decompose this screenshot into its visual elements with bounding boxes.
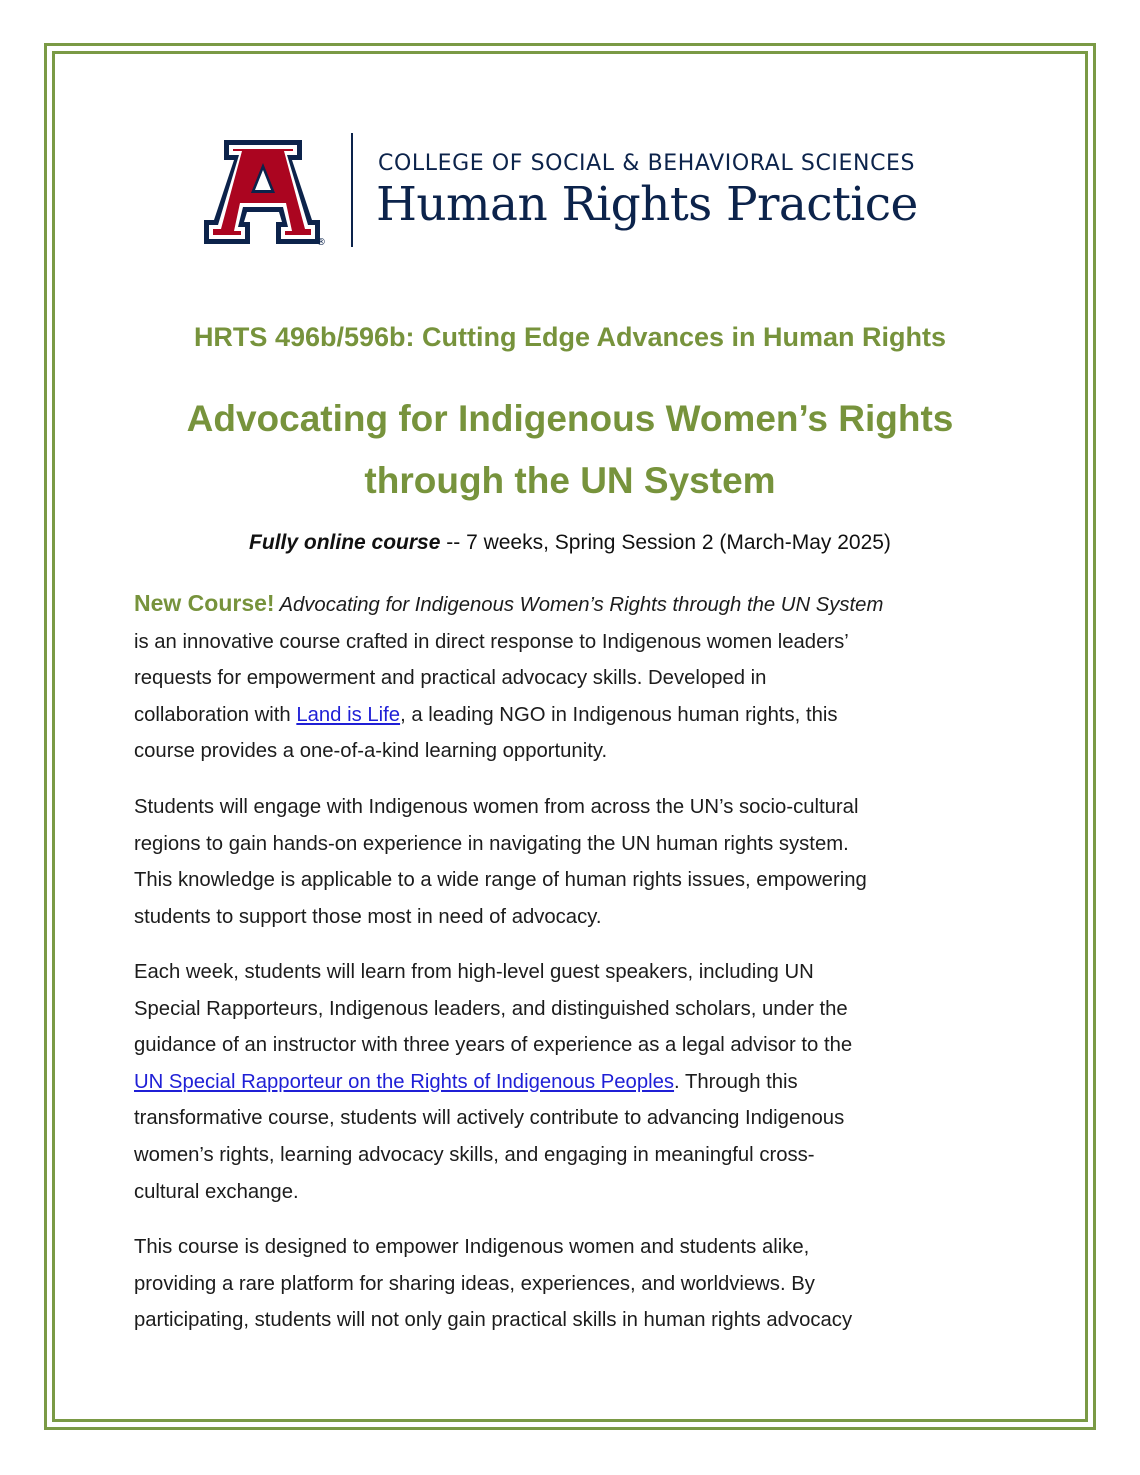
paragraph-line: [134, 697, 1014, 734]
paragraph-line: students to support those most in need of advocacy.: [134, 905, 602, 928]
university-a-logo: [202, 138, 324, 246]
paragraph-line: transformative course, students will actively contribute to advancing Indigenous: [134, 1107, 845, 1130]
paragraph-line: course provides a one-of-a-kind learning opportunity.: [134, 740, 608, 763]
course-title-line-1: Advocating for Indigenous Women’s Rights: [186, 398, 954, 439]
course-title-line-2: through the UN System: [364, 460, 776, 501]
text-segment: , a leading NGO in Indigenous human rights, this: [400, 703, 838, 726]
new-course-badge: New Course!: [134, 590, 275, 616]
land-is-life-link[interactable]: Land is Life: [296, 703, 401, 726]
paragraph-line: regions to gain hands-on experience in navigating the UN human rights system.: [134, 832, 849, 855]
course-title-italic: Advocating for Indigenous Women’s Rights through the UN System: [274, 594, 884, 616]
text-segment: collaboration with: [134, 703, 297, 726]
program-name: Human Rights Practice: [376, 177, 918, 232]
college-name: COLLEGE OF SOCIAL & BEHAVIORAL SCIENCES: [378, 151, 916, 176]
engagement-paragraph: [134, 789, 1014, 935]
registered-mark: ®: [316, 237, 326, 248]
text-segment: . Through this: [674, 1070, 798, 1093]
paragraph-line: is an innovative course crafted in direct response to Indigenous women leaders’: [134, 630, 849, 653]
course-code-heading: HRTS 496b/596b: Cutting Edge Advances in Human Rights: [193, 322, 947, 352]
un-special-rapporteur-link[interactable]: UN Special Rapporteur on the Rights of Indigenous Peoples: [134, 1070, 675, 1093]
paragraph-line: requests for empowerment and practical advocacy skills. Developed in: [134, 667, 767, 690]
paragraph-line: Special Rapporteurs, Indigenous leaders, and distinguished scholars, under the: [134, 997, 848, 1020]
university-logo-block: [202, 133, 922, 249]
course-format-line: [0, 531, 1140, 555]
course-title: [0, 388, 1140, 512]
empowerment-paragraph: [134, 1229, 1014, 1339]
paragraph-line: This course is designed to empower Indigenous women and students alike,: [134, 1236, 810, 1258]
paragraph-line: guidance of an instructor with three years of experience as a legal advisor to the: [134, 1034, 853, 1057]
paragraph-line: This knowledge is applicable to a wide range of human rights issues, empowering: [134, 869, 867, 892]
format-label: Fully online course: [249, 531, 441, 554]
paragraph-line: participating, students will not only gain practical skills in human rights advocacy: [134, 1309, 853, 1332]
logo-divider: [351, 133, 353, 247]
paragraph-line: women’s rights, learning advocacy skills, and engaging in meaningful cross-: [134, 1143, 815, 1166]
format-details: -- 7 weeks, Spring Session 2 (March-May 2025): [440, 531, 891, 554]
intro-paragraph: [134, 585, 1014, 770]
paragraph-line: providing a rare platform for sharing ideas, experiences, and worldviews. By: [134, 1272, 815, 1295]
paragraph-line: [134, 585, 1014, 624]
paragraph-line: [134, 1064, 1014, 1101]
paragraph-line: Each week, students will learn from high-level guest speakers, including UN: [134, 961, 814, 983]
paragraph-line: Students will engage with Indigenous women from across the UN’s socio-cultural: [134, 796, 859, 818]
paragraph-line: cultural exchange.: [134, 1180, 299, 1203]
speakers-paragraph: [134, 954, 1014, 1210]
